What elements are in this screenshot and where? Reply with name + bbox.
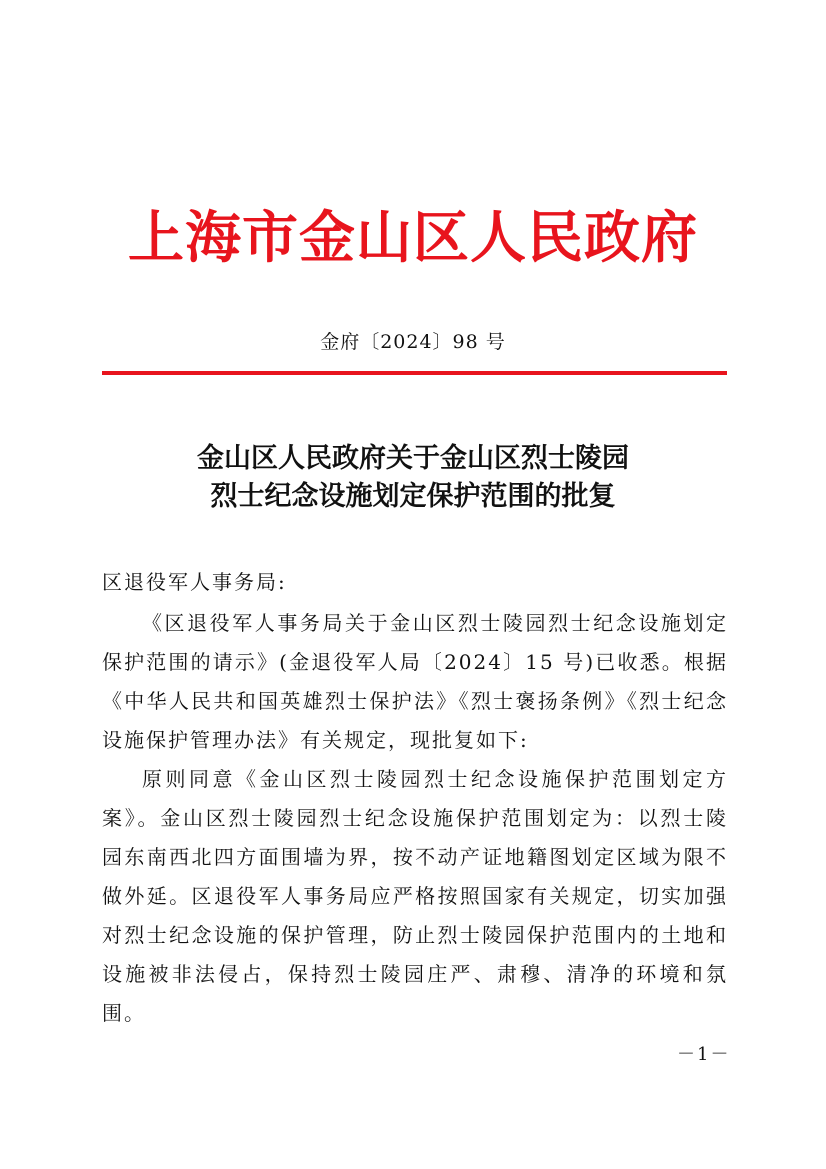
document-title bbox=[0, 440, 826, 516]
title-line-2: 烈士纪念设施划定保护范围的批复 bbox=[210, 481, 616, 512]
document-body bbox=[102, 604, 728, 1033]
issuer-header: 上海市金山区人民政府 bbox=[128, 205, 698, 271]
document-number: 金府〔2024〕98 号 bbox=[320, 331, 506, 353]
body-paragraph-2: 原则同意《金山区烈士陵园烈士纪念设施保护范围划定方案》。金山区烈士陵园烈士纪念设施保护范围划定为：以烈士陵园东南西北四方面围墙为界，按不动产证地籍图划定区域为限不做外延。区退役军人事务局应严格按照国家有关规定，切实加强对烈士纪念设施的保护管理，防止烈士陵园保护范围内的土地和设施被非法侵占，保持烈士陵园庄严、肃穆、清净的环境和氛围。 bbox=[102, 767, 728, 1025]
red-separator-line bbox=[102, 371, 727, 375]
page-number: －1－ bbox=[677, 1044, 731, 1065]
salutation: 区退役军人事务局: bbox=[102, 570, 287, 594]
body-paragraph-1: 《区退役军人事务局关于金山区烈士陵园烈士纪念设施划定保护范围的请示》(金退役军人局〔2024〕15 号)已收悉。根据《中华人民共和国英雄烈士保护法》《烈士褒扬条例》《烈士纪念设施保护管理办法》有关规定，现批复如下: bbox=[102, 611, 728, 752]
title-line-1: 金山区人民政府关于金山区烈士陵园 bbox=[197, 443, 629, 474]
